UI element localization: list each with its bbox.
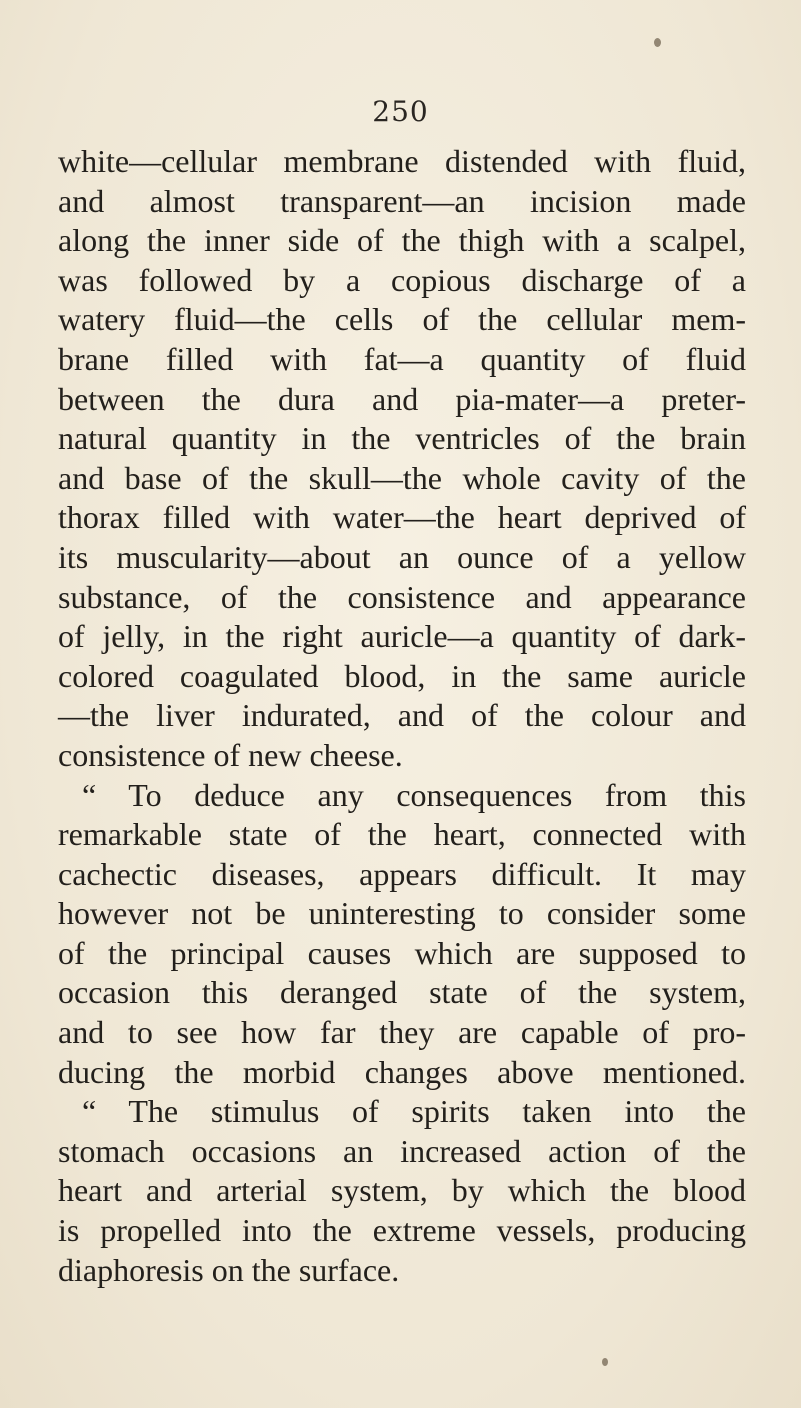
text-line: thorax filled with water—the heart deprived of [58, 499, 746, 536]
text-line: “ To deduce any consequences from this [82, 776, 746, 813]
page-number: 250 [372, 95, 429, 128]
text-line: brane filled with fat—a quantity of fluid [58, 340, 746, 377]
text-line: natural quantity in the ventricles of the brain [58, 420, 746, 457]
text-line: between the dura and pia-mater—a preter- [58, 380, 746, 417]
text-line: was followed by a copious discharge of a [58, 261, 746, 298]
text-line: of the principal causes which are supposed to [58, 934, 746, 971]
page-body-text [58, 142, 746, 1290]
text-line: and to see how far they are capable of pro- [58, 1014, 746, 1051]
text-line: —the liver indurated, and of the colour and [58, 697, 746, 734]
text-line: however not be uninteresting to consider some [58, 895, 746, 932]
text-line: stomach occasions an increased action of the [58, 1132, 746, 1169]
ink-speck-top [654, 38, 661, 47]
text-line: diaphoresis on the surface. [58, 1251, 400, 1288]
text-line: substance, of the consistence and appearance [58, 578, 746, 615]
text-line: its muscularity—about an ounce of a yellow [58, 538, 746, 575]
text-line: watery fluid—the cells of the cellular mem- [58, 301, 746, 338]
text-line: remarkable state of the heart, connected with [58, 816, 746, 853]
ink-speck-bottom [602, 1358, 608, 1366]
text-line: white—cellular membrane distended with fluid, [58, 143, 746, 179]
text-line: along the inner side of the thigh with a scalpel, [58, 222, 746, 259]
text-line: consistence of new cheese. [58, 736, 403, 773]
text-line: heart and arterial system, by which the blood [58, 1172, 746, 1209]
text-line: colored coagulated blood, in the same auricle [58, 657, 746, 694]
text-line: cachectic diseases, appears difficult. It may [58, 855, 746, 892]
text-line: occasion this deranged state of the system, [58, 974, 746, 1011]
text-line: ducing the morbid changes above mentioned. [58, 1053, 746, 1090]
text-line: is propelled into the extreme vessels, producing [58, 1212, 746, 1249]
text-line: of jelly, in the right auricle—a quantity of dark- [58, 618, 746, 655]
text-line: and almost transparent—an incision made [58, 182, 746, 219]
text-line: “ The stimulus of spirits taken into the [82, 1093, 746, 1130]
text-line: and base of the skull—the whole cavity of the [58, 459, 746, 496]
